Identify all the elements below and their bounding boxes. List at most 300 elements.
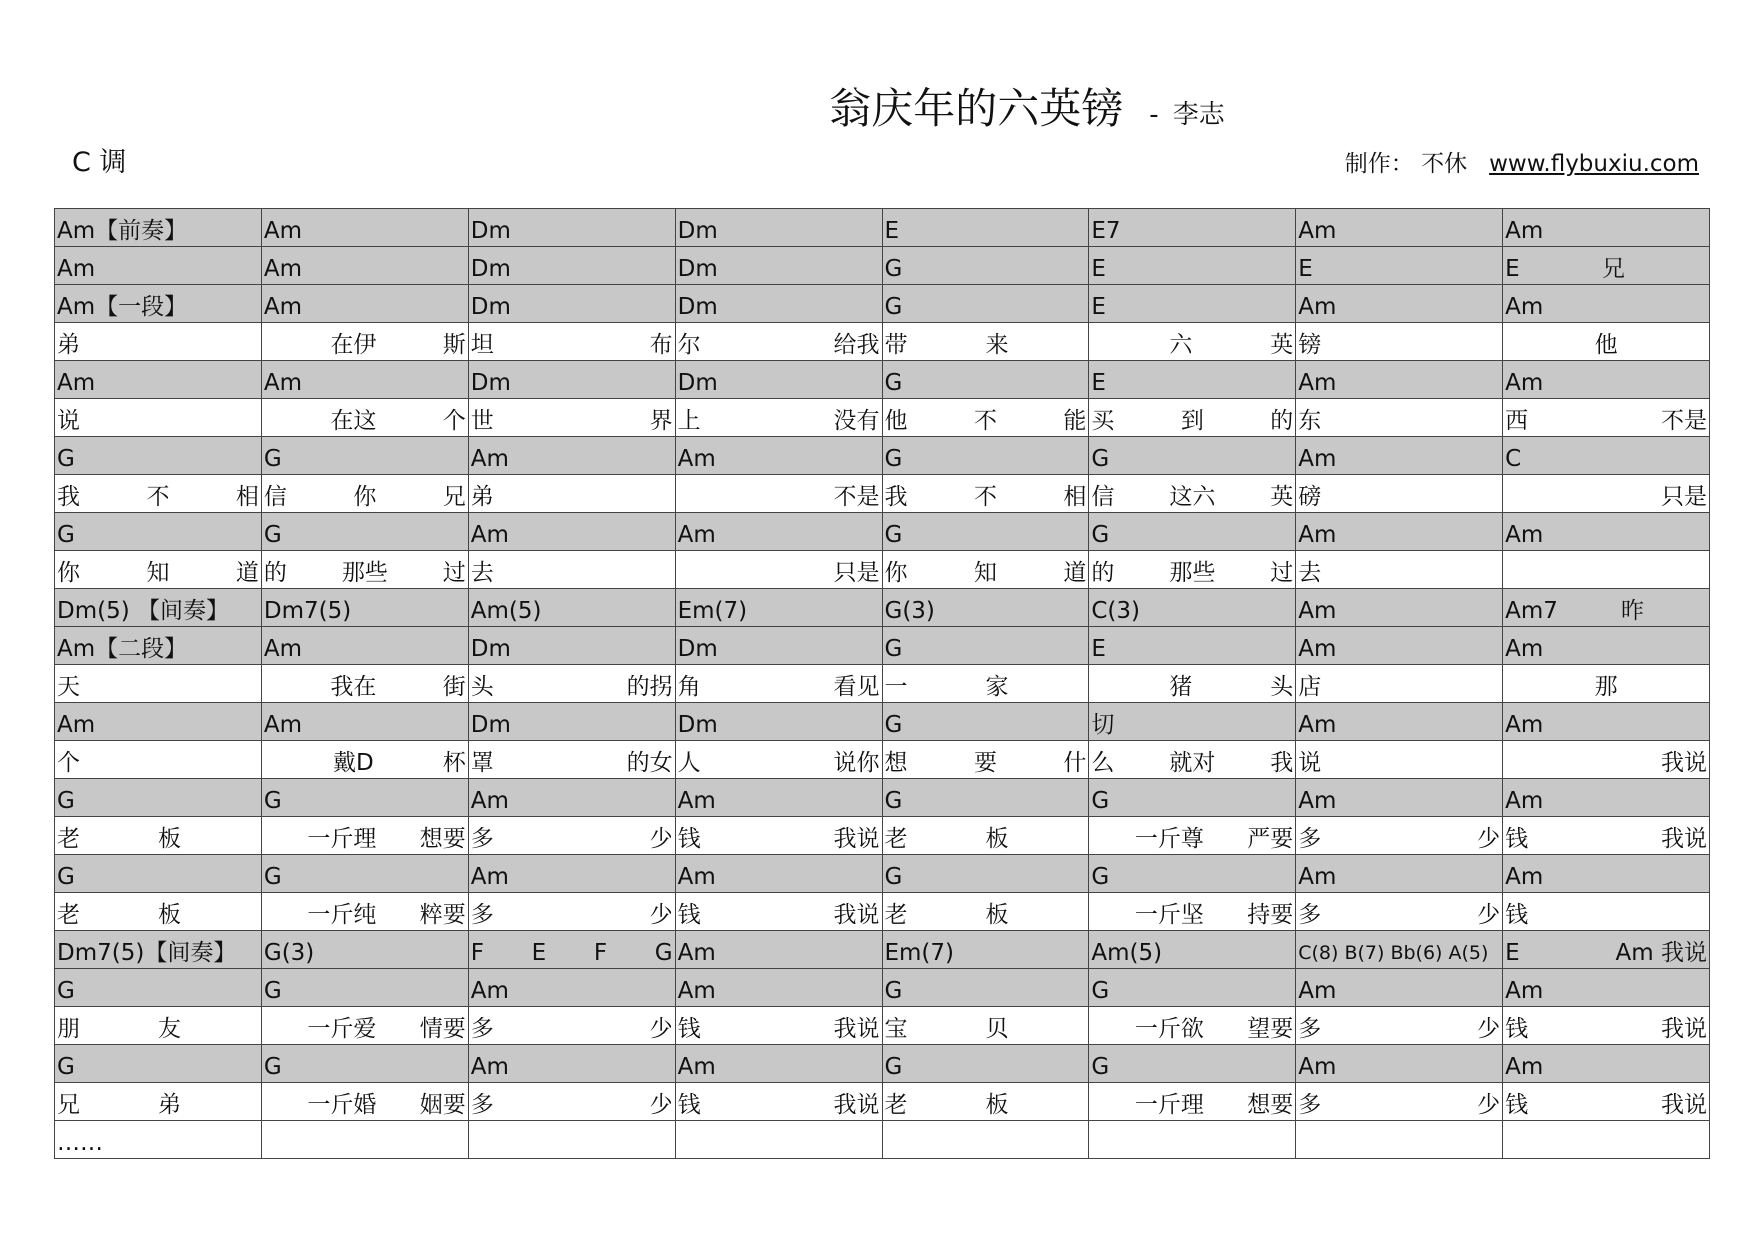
- measure-content: [57, 1091, 259, 1120]
- lyric-cell: [261, 741, 468, 779]
- chord-cell: [675, 969, 882, 1007]
- measure-content: [885, 635, 1087, 664]
- measure-content: [1505, 331, 1707, 360]
- measure-content: [264, 407, 466, 436]
- lyric-cell: [1503, 665, 1710, 703]
- measure-content: [1298, 1015, 1500, 1044]
- lyric-row: [55, 1083, 1710, 1121]
- chord-cell: [675, 627, 882, 665]
- measure-content: [1298, 635, 1500, 664]
- measure-content: [264, 1053, 466, 1082]
- chord-text: C(8) B(7) Bb(6) A(5): [1298, 942, 1489, 964]
- key-label: C 调: [72, 147, 127, 178]
- lyric-cell: [882, 1121, 1089, 1159]
- lyric-text: 要: [973, 750, 997, 776]
- chord-cell: [1089, 969, 1296, 1007]
- chord-cell: [55, 969, 262, 1007]
- lyric-text: 镑: [1298, 332, 1322, 358]
- lyric-text: ……: [57, 1130, 103, 1156]
- lyric-text: 少: [1477, 826, 1501, 852]
- lyric-text: 只是: [833, 560, 880, 586]
- measure-content: [471, 369, 673, 398]
- measure-content: [1298, 293, 1500, 322]
- lyric-cell: [468, 1007, 675, 1045]
- measure-content: [1505, 863, 1707, 892]
- measure-content: [1505, 369, 1707, 398]
- chord-cell: [1503, 247, 1710, 285]
- lyric-cell: [468, 399, 675, 437]
- measure-content: [1505, 597, 1707, 626]
- chord-cell: [882, 627, 1089, 665]
- chord-text: Am: [1505, 370, 1544, 396]
- measure-content: [57, 901, 259, 930]
- lyric-cell: [1296, 323, 1503, 361]
- lyric-cell: [675, 1083, 882, 1121]
- lyric-row: [55, 399, 1710, 437]
- lyric-text: 带: [884, 332, 908, 358]
- lyric-cell: [675, 399, 882, 437]
- chord-text: G: [884, 522, 903, 548]
- chord-cell: [55, 361, 262, 399]
- lyric-text: 一斤理: [307, 826, 377, 852]
- lyric-cell: [1089, 551, 1296, 589]
- chord-text: E: [1091, 294, 1106, 320]
- chord-text: G: [884, 636, 903, 662]
- measure-content: [264, 863, 466, 892]
- lyric-text: 这六: [1169, 484, 1216, 510]
- lyric-text: 不是: [833, 484, 880, 510]
- chord-cell: [1296, 703, 1503, 741]
- measure-content: [264, 635, 466, 664]
- lyric-text: 信: [1091, 484, 1115, 510]
- lyric-cell: [55, 1083, 262, 1121]
- chord-text: Am: [1298, 446, 1337, 472]
- chord-cell: [882, 361, 1089, 399]
- measure-content: [678, 1091, 880, 1120]
- measure-content: [678, 407, 880, 436]
- measure-content: [471, 825, 673, 854]
- measure-content: [1091, 939, 1293, 968]
- chord-text: Am: [263, 636, 303, 662]
- chord-text: Em(7): [884, 940, 955, 966]
- chord-text: Am: [1298, 598, 1337, 624]
- chord-cell: [1089, 437, 1296, 475]
- measure-content: [678, 749, 880, 778]
- lyric-text: 钱: [677, 826, 701, 852]
- chord-text: G: [57, 864, 75, 890]
- measure-content: [57, 369, 259, 398]
- measure-content: [1091, 635, 1293, 664]
- lyric-text: 那些: [1169, 560, 1216, 586]
- chord-sheet-table: [54, 208, 1710, 1159]
- chord-text: Am(5): [1091, 940, 1163, 966]
- chord-row: [55, 627, 1710, 665]
- chord-cell: [1296, 247, 1503, 285]
- lyric-text: 你: [884, 560, 908, 586]
- chord-cell: [1296, 855, 1503, 893]
- measure-content: [885, 1053, 1087, 1082]
- measure-content: [885, 445, 1087, 474]
- lyric-row: [55, 1121, 1710, 1159]
- lyric-text: 布: [649, 332, 673, 358]
- lyric-text: 多: [1298, 1092, 1322, 1118]
- measure-content: [1091, 1053, 1293, 1082]
- measure-content: [678, 635, 880, 664]
- lyric-cell: [1503, 323, 1710, 361]
- lyric-cell: [882, 817, 1089, 855]
- lyric-text: 粹要: [419, 902, 466, 928]
- lyric-row: [55, 665, 1710, 703]
- chord-text: Am: [1505, 788, 1544, 814]
- maker-credit: [1345, 145, 1699, 178]
- chord-cell: [1089, 513, 1296, 551]
- chord-text: Dm: [677, 712, 718, 738]
- measure-content: [264, 901, 466, 930]
- measure-content: [1298, 559, 1500, 588]
- chord-cell: [1296, 209, 1503, 247]
- lyric-text: 猪: [1169, 674, 1193, 700]
- lyric-text: 我在: [330, 674, 377, 700]
- lyric-cell: [1296, 1121, 1503, 1159]
- measure-content: [471, 407, 673, 436]
- lyric-cell: [1503, 475, 1710, 513]
- lyric-text: 到: [1180, 408, 1204, 434]
- lyric-text: 能: [1063, 408, 1087, 434]
- lyric-cell: [675, 817, 882, 855]
- chord-text: G: [57, 788, 75, 814]
- chord-cell: [882, 779, 1089, 817]
- lyric-text: 钱: [1505, 826, 1529, 852]
- measure-content: [471, 977, 673, 1006]
- chord-cell: [675, 513, 882, 551]
- chord-text: C: [1505, 446, 1522, 472]
- lyric-cell: [1089, 399, 1296, 437]
- lyric-text: 想: [884, 750, 908, 776]
- chord-cell: [1089, 209, 1296, 247]
- lyric-cell: [882, 1083, 1089, 1121]
- chord-cell: [675, 361, 882, 399]
- chord-text: F: [470, 940, 484, 966]
- chord-cell: [882, 437, 1089, 475]
- measure-content: [885, 901, 1087, 930]
- chord-text: E: [1505, 940, 1520, 966]
- chord-text: G: [1091, 522, 1110, 548]
- lyric-text: 店: [1298, 674, 1322, 700]
- lyric-text: 给我: [833, 332, 880, 358]
- chord-cell: [675, 285, 882, 323]
- lyric-text: 钱: [1505, 1016, 1529, 1042]
- chord-text: Dm: [470, 636, 511, 662]
- lyric-cell: [261, 665, 468, 703]
- measure-content: [264, 977, 466, 1006]
- chord-row: [55, 703, 1710, 741]
- chord-text: Am: [1505, 522, 1544, 548]
- chord-text: Am: [1298, 294, 1337, 320]
- lyric-text: 斯: [442, 332, 466, 358]
- chord-text: G: [884, 1054, 903, 1080]
- lyric-cell: [261, 475, 468, 513]
- chord-text: Am: [677, 446, 716, 472]
- measure-content: [1298, 445, 1500, 474]
- chord-text: Am(5): [470, 598, 542, 624]
- measure-content: [57, 293, 259, 322]
- chord-row: [55, 589, 1710, 627]
- measure-content: [57, 559, 259, 588]
- lyric-text: 西: [1505, 408, 1529, 434]
- measure-content: [1298, 331, 1500, 360]
- measure-content: [678, 293, 880, 322]
- chord-cell: [468, 513, 675, 551]
- lyric-cell: [468, 817, 675, 855]
- measure-content: [264, 217, 466, 246]
- measure-content: [471, 217, 673, 246]
- lyric-text: 个: [57, 750, 80, 776]
- measure-content: [264, 1091, 466, 1120]
- lyric-text: 老: [57, 826, 80, 852]
- chord-row: [55, 209, 1710, 247]
- chord-cell: [882, 247, 1089, 285]
- lyric-cell: [55, 399, 262, 437]
- chord-cell: [882, 589, 1089, 627]
- lyric-text: 什: [1063, 750, 1087, 776]
- chord-cell: [55, 437, 262, 475]
- chord-text: Am: [677, 978, 716, 1004]
- lyric-text: 我说: [833, 826, 880, 852]
- lyric-text: 板: [985, 1092, 1009, 1118]
- measure-content: [1505, 1015, 1707, 1044]
- chord-row: [55, 1045, 1710, 1083]
- chord-text: Am【前奏】: [57, 218, 188, 244]
- chord-cell: [261, 627, 468, 665]
- chord-cell: [882, 285, 1089, 323]
- lyric-text: 磅: [1298, 484, 1322, 510]
- measure-content: [1505, 1091, 1707, 1120]
- lyric-text: 弟: [157, 1092, 181, 1118]
- measure-content: [1091, 407, 1293, 436]
- measure-content: [471, 1015, 673, 1044]
- chord-text: Am: [470, 446, 509, 472]
- lyric-text: 买: [1091, 408, 1115, 434]
- measure-content: [678, 597, 880, 626]
- measure-content: [1091, 787, 1293, 816]
- measure-content: [885, 597, 1087, 626]
- chord-text: Dm: [470, 294, 511, 320]
- chord-text: Am: [1505, 712, 1544, 738]
- chord-cell: [55, 1045, 262, 1083]
- lyric-text: 我说: [1661, 826, 1707, 852]
- lyric-text: 知: [973, 560, 997, 586]
- chord-text: Am: [1298, 978, 1337, 1004]
- lyric-cell: [1296, 399, 1503, 437]
- chord-cell: [261, 247, 468, 285]
- measure-content: [1091, 293, 1293, 322]
- chord-text: G: [57, 522, 75, 548]
- lyric-cell: [882, 741, 1089, 779]
- chord-text: Dm: [677, 218, 718, 244]
- measure-content: [1505, 407, 1707, 436]
- chord-cell: [882, 513, 1089, 551]
- measure-content: [471, 635, 673, 664]
- chord-cell: [675, 779, 882, 817]
- chord-text: Am: [1298, 712, 1337, 738]
- chord-text: Am: [1298, 218, 1337, 244]
- chord-cell: [55, 209, 262, 247]
- lyric-text: 弟: [57, 332, 80, 358]
- lyric-text: 过: [1270, 560, 1294, 586]
- chord-cell: [55, 627, 262, 665]
- measure-content: [885, 787, 1087, 816]
- chord-cell: [1089, 703, 1296, 741]
- lyric-cell: [1503, 1121, 1710, 1159]
- lyric-text: 家: [985, 674, 1009, 700]
- lyric-text: 的: [1091, 560, 1115, 586]
- chord-text: Am: [1505, 978, 1544, 1004]
- chord-cell: [1296, 931, 1503, 969]
- chord-text: G: [884, 294, 903, 320]
- measure-content: [885, 559, 1087, 588]
- measure-content: [1298, 1091, 1500, 1120]
- measure-content: [1298, 711, 1500, 740]
- chord-cell: [261, 1045, 468, 1083]
- measure-content: [885, 407, 1087, 436]
- measure-content: [57, 1053, 259, 1082]
- lyric-cell: [675, 1121, 882, 1159]
- lyric-text: 老: [884, 826, 908, 852]
- lyric-text: 少: [1477, 1016, 1501, 1042]
- chord-cell: [55, 247, 262, 285]
- chord-text: Dm: [677, 370, 718, 396]
- measure-content: [57, 1129, 259, 1158]
- measure-content: [1298, 255, 1500, 284]
- lyric-text: 英: [1270, 484, 1294, 510]
- measure-content: [471, 901, 673, 930]
- lyric-text: 钱: [677, 1092, 701, 1118]
- chord-cell: [1089, 1045, 1296, 1083]
- chord-row: [55, 969, 1710, 1007]
- lyric-text: 他: [1594, 332, 1618, 358]
- measure-content: [1298, 1053, 1500, 1082]
- measure-content: [1298, 787, 1500, 816]
- chord-text: Am: [1298, 370, 1337, 396]
- measure-content: [1091, 749, 1293, 778]
- measure-content: [1298, 939, 1500, 968]
- chord-text: Am: [677, 522, 716, 548]
- measure-content: [1091, 597, 1293, 626]
- lyric-cell: [55, 551, 262, 589]
- measure-content: [57, 977, 259, 1006]
- measure-content: [471, 939, 673, 968]
- measure-content: [885, 1015, 1087, 1044]
- chord-cell: [468, 1045, 675, 1083]
- lyric-cell: [882, 551, 1089, 589]
- measure-content: [678, 901, 880, 930]
- lyric-text: 人: [677, 750, 701, 776]
- lyric-row: [55, 323, 1710, 361]
- measure-content: [1505, 1053, 1707, 1082]
- measure-content: [1298, 901, 1500, 930]
- lyric-text: 老: [884, 902, 908, 928]
- lyric-cell: [1089, 665, 1296, 703]
- chord-cell: [1503, 285, 1710, 323]
- chord-text: Am: [1298, 636, 1337, 662]
- measure-content: [471, 673, 673, 702]
- chord-text: G: [263, 788, 282, 814]
- lyric-cell: [55, 817, 262, 855]
- chord-cell: [1089, 361, 1296, 399]
- lyric-text: 一: [884, 674, 908, 700]
- lyric-cell: [55, 475, 262, 513]
- measure-content: [678, 787, 880, 816]
- lyric-cell: [675, 551, 882, 589]
- chord-cell: [261, 361, 468, 399]
- measure-content: [57, 863, 259, 892]
- chord-text: E: [1505, 256, 1520, 282]
- lyric-text: 相: [235, 484, 259, 510]
- measure-content: [678, 825, 880, 854]
- chord-cell: [882, 1045, 1089, 1083]
- chord-cell: [468, 703, 675, 741]
- lyric-text: 在这: [330, 408, 377, 434]
- lyric-text: 姻要: [419, 1092, 466, 1118]
- chord-text: Dm: [470, 256, 511, 282]
- measure-content: [885, 863, 1087, 892]
- measure-content: [1091, 559, 1293, 588]
- measure-content: [264, 673, 466, 702]
- chord-text: G: [57, 446, 75, 472]
- chord-cell: [1296, 779, 1503, 817]
- lyric-text: 钱: [677, 1016, 701, 1042]
- chord-text: Am: [1298, 522, 1337, 548]
- chord-text: G: [263, 1054, 282, 1080]
- lyric-text: 过: [442, 560, 466, 586]
- measure-content: [264, 255, 466, 284]
- lyric-text: 上: [677, 408, 701, 434]
- measure-content: [885, 939, 1087, 968]
- chord-cell: [1503, 209, 1710, 247]
- chord-cell: [1503, 437, 1710, 475]
- lyric-text: 一斤坚: [1134, 902, 1204, 928]
- lyric-text: 的女: [626, 750, 673, 776]
- lyric-cell: [675, 741, 882, 779]
- site-link[interactable]: www.flybuxiu.com: [1489, 151, 1699, 177]
- measure-content: [678, 559, 880, 588]
- measure-content: [1505, 673, 1707, 702]
- measure-content: [471, 255, 673, 284]
- lyric-cell: [1503, 551, 1710, 589]
- chord-text: G: [884, 712, 903, 738]
- measure-content: [471, 711, 673, 740]
- measure-content: [471, 521, 673, 550]
- chord-text: Am: [57, 370, 96, 396]
- measure-content: [885, 483, 1087, 512]
- lyric-cell: [261, 1007, 468, 1045]
- lyric-text: 我说: [833, 902, 880, 928]
- lyric-cell: [55, 1007, 262, 1045]
- lyric-text: 一斤欲: [1134, 1016, 1204, 1042]
- lyric-text: 不是: [1661, 408, 1707, 434]
- measure-content: [1505, 825, 1707, 854]
- lyric-text: 道: [235, 560, 259, 586]
- lyric-text: 杯: [442, 750, 466, 776]
- lyric-text: 我说: [1661, 1092, 1707, 1118]
- lyric-cell: [882, 665, 1089, 703]
- chord-text: Am: [1298, 864, 1337, 890]
- chord-text: Dm: [677, 294, 718, 320]
- lyric-row: [55, 817, 1710, 855]
- lyric-cell: [1089, 1083, 1296, 1121]
- measure-content: [1505, 217, 1707, 246]
- chord-row: [55, 361, 1710, 399]
